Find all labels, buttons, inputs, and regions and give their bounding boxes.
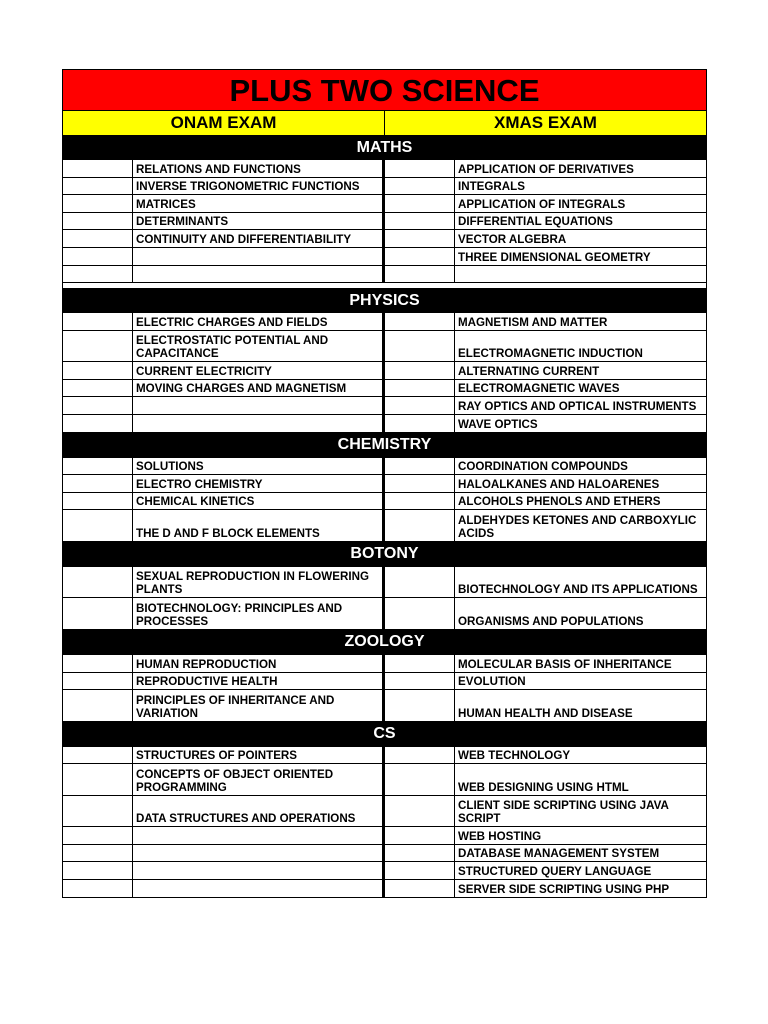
onam-topic-cell: SOLUTIONS [133,458,385,475]
blank-cell [63,796,133,827]
blank-cell [385,178,455,195]
onam-topic-cell [133,415,385,432]
onam-topic-cell [133,862,385,879]
table-row [63,567,706,599]
onam-topic-cell [133,248,385,265]
blank-cell [63,248,133,265]
blank-cell [63,747,133,764]
blank-cell [385,764,455,795]
blank-cell [385,827,455,844]
section-header-maths: MATHS [63,136,706,160]
onam-topic-cell: MATRICES [133,195,385,212]
blank-cell [385,195,455,212]
blank-cell [385,493,455,510]
xmas-topic-cell: APPLICATION OF INTEGRALS [458,197,626,211]
section-header-chemistry: CHEMISTRY [63,433,706,458]
blank-cell [385,880,455,897]
onam-topic-cell: MOVING CHARGES AND MAGNETISM [133,380,385,397]
onam-topic-cell: HUMAN REPRODUCTION [133,655,385,672]
xmas-topic-cell: ALDEHYDES KETONES AND CARBOXYLIC ACIDS [458,513,697,540]
blank-cell [385,747,455,764]
onam-topic-cell: BIOTECHNOLOGY: PRINCIPLES AND PROCESSES [133,598,385,629]
onam-topic-cell: CURRENT ELECTRICITY [133,362,385,379]
table-row [63,397,706,415]
onam-topic-cell: ELECTRIC CHARGES AND FIELDS [133,313,385,330]
xmas-topic-cell: DATABASE MANAGEMENT SYSTEM [458,847,660,861]
blank-cell [385,380,455,397]
section-header-zoology: ZOOLOGY [63,630,706,655]
table-row [63,880,706,898]
section-header-botony: BOTONY [63,542,706,567]
table-row [63,230,706,248]
blank-cell [63,415,133,432]
onam-topic-cell: REPRODUCTIVE HEALTH [133,673,385,690]
blank-cell [63,266,133,283]
xmas-topic-cell: RAY OPTICS AND OPTICAL INSTRUMENTS [458,400,697,414]
xmas-topic-cell: ELECTROMAGNETIC INDUCTION [458,347,643,361]
blank-cell [385,655,455,672]
xmas-topic-cell: MOLECULAR BASIS OF INHERITANCE [458,657,672,671]
onam-topic-cell: DATA STRUCTURES AND OPERATIONS [133,796,385,827]
blank-cell [63,880,133,897]
xmas-topic-cell: STRUCTURED QUERY LANGUAGE [458,864,652,878]
blank-cell [385,160,455,177]
blank-cell [385,248,455,265]
blank-cell [63,862,133,879]
blank-cell [63,313,133,330]
blank-cell [63,475,133,492]
xmas-topic-cell: DIFFERENTIAL EQUATIONS [458,215,613,229]
sheet-title: PLUS TWO SCIENCE [63,69,706,111]
table-row [63,673,706,691]
xmas-topic-cell: ALCOHOLS PHENOLS AND ETHERS [458,495,661,509]
xmas-topic-cell [455,266,706,283]
table-row [63,862,706,880]
onam-topic-cell: ELECTROSTATIC POTENTIAL AND CAPACITANCE [133,331,385,362]
blank-cell [385,567,455,598]
blank-cell [385,690,455,721]
xmas-topic-cell: MAGNETISM AND MATTER [458,315,608,329]
xmas-topic-cell: WEB TECHNOLOGY [458,749,571,763]
onam-topic-cell [133,827,385,844]
blank-cell [63,458,133,475]
xmas-topic-cell: CLIENT SIDE SCRIPTING USING JAVA SCRIPT [458,799,669,826]
xmas-topic-cell: SERVER SIDE SCRIPTING USING PHP [458,882,670,896]
onam-topic-cell: RELATIONS AND FUNCTIONS [133,160,385,177]
blank-cell [385,673,455,690]
table-row [63,266,706,284]
blank-cell [63,362,133,379]
xmas-topic-cell: THREE DIMENSIONAL GEOMETRY [458,250,651,264]
onam-topic-cell [133,880,385,897]
blank-cell [63,598,133,629]
blank-cell [385,331,455,362]
blank-cell [385,313,455,330]
table-row [63,764,706,796]
blank-cell [63,673,133,690]
onam-topic-cell: THE D AND F BLOCK ELEMENTS [133,510,385,541]
blank-cell [63,380,133,397]
blank-cell [385,230,455,247]
table-row [63,747,706,765]
onam-topic-cell: ELECTRO CHEMISTRY [133,475,385,492]
blank-cell [385,213,455,230]
xmas-topic-cell: WEB HOSTING [458,829,542,843]
blank-cell [385,475,455,492]
onam-topic-cell: SEXUAL REPRODUCTION IN FLOWERING PLANTS [133,567,385,598]
xmas-topic-cell: HALOALKANES AND HALOARENES [458,477,660,491]
onam-topic-cell [133,266,385,283]
blank-cell [63,397,133,414]
onam-topic-cell: PRINCIPLES OF INHERITANCE AND VARIATION [133,690,385,721]
table-row [63,331,706,363]
onam-topic-cell: CONTINUITY AND DIFFERENTIABILITY [133,230,385,247]
table-row [63,690,706,722]
blank-cell [63,160,133,177]
xmas-topic-cell: BIOTECHNOLOGY AND ITS APPLICATIONS [458,583,698,597]
section-header-physics: PHYSICS [63,288,706,313]
blank-cell [385,362,455,379]
xmas-topic-cell: EVOLUTION [458,675,526,689]
onam-topic-cell: INVERSE TRIGONOMETRIC FUNCTIONS [133,178,385,195]
blank-cell [63,690,133,721]
xmas-topic-cell: ORGANISMS AND POPULATIONS [458,614,644,628]
blank-cell [63,764,133,795]
xmas-topic-cell: ELECTROMAGNETIC WAVES [458,382,620,396]
section-header-cs: CS [63,722,706,747]
sheet-body [63,136,706,898]
blank-cell [63,195,133,212]
blank-cell [63,845,133,862]
blank-cell [385,862,455,879]
table-row [63,475,706,493]
blank-cell [385,397,455,414]
xmas-exam-header: XMAS EXAM [494,113,597,132]
table-row [63,362,706,380]
onam-topic-cell [133,845,385,862]
xmas-topic-cell: ALTERNATING CURRENT [458,364,600,378]
blank-cell [63,493,133,510]
blank-cell [63,655,133,672]
table-row [63,493,706,511]
onam-topic-cell: CHEMICAL KINETICS [133,493,385,510]
onam-topic-cell: DETERMINANTS [133,213,385,230]
exam-header-row [63,111,706,136]
onam-topic-cell [133,397,385,414]
blank-cell [385,598,455,629]
onam-topic-cell: CONCEPTS OF OBJECT ORIENTED PROGRAMMING [133,764,385,795]
table-row [63,160,706,178]
blank-cell [63,178,133,195]
onam-topic-cell: STRUCTURES OF POINTERS [133,747,385,764]
blank-cell [63,213,133,230]
xmas-topic-cell: INTEGRALS [458,180,525,194]
table-row [63,313,706,331]
xmas-topic-cell: WAVE OPTICS [458,417,538,431]
table-row [63,195,706,213]
blank-cell [385,796,455,827]
table-row [63,415,706,433]
blank-cell [385,415,455,432]
table-row [63,796,706,828]
blank-cell [63,510,133,541]
table-row [63,380,706,398]
blank-cell [385,845,455,862]
table-row [63,845,706,863]
table-row [63,827,706,845]
xmas-topic-cell: APPLICATION OF DERIVATIVES [458,162,634,176]
blank-cell [63,331,133,362]
table-row [63,510,706,542]
blank-cell [385,510,455,541]
table-row [63,598,706,630]
table-row [63,248,706,266]
table-row [63,458,706,476]
onam-exam-header: ONAM EXAM [63,111,385,135]
table-row [63,213,706,231]
blank-cell [385,266,455,283]
xmas-topic-cell: WEB DESIGNING USING HTML [458,780,629,794]
blank-cell [385,458,455,475]
xmas-topic-cell: HUMAN HEALTH AND DISEASE [458,706,633,720]
blank-cell [63,230,133,247]
syllabus-sheet [62,69,707,898]
table-row [63,655,706,673]
blank-cell [63,827,133,844]
table-row [63,178,706,196]
xmas-topic-cell: VECTOR ALGEBRA [458,232,567,246]
blank-cell [63,567,133,598]
xmas-topic-cell: COORDINATION COMPOUNDS [458,460,628,474]
